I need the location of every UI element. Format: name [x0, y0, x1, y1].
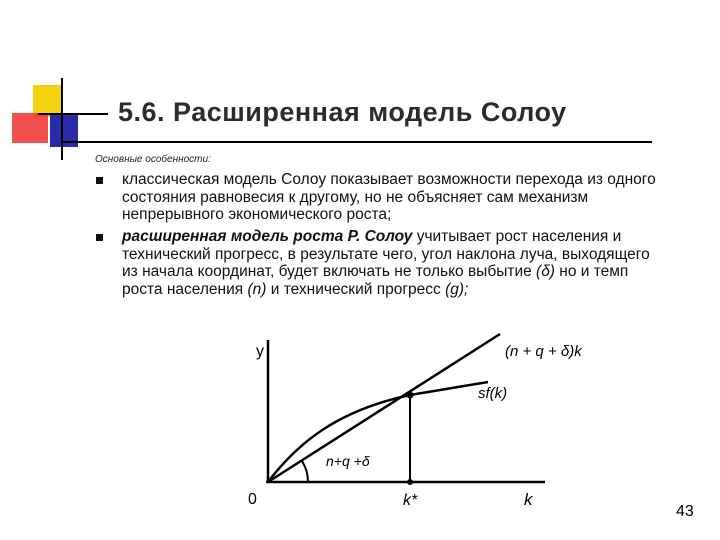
- origin-label: 0: [248, 491, 257, 508]
- kstar-label: k*: [403, 492, 418, 509]
- subheading: Основные особенности:: [95, 154, 211, 165]
- investment-line: [268, 334, 500, 482]
- investment-line-label: (n + q + δ)k: [505, 343, 582, 360]
- y-axis-label: y: [256, 343, 264, 360]
- g-symbol: (g);: [445, 280, 469, 298]
- delta-symbol: (δ): [536, 263, 555, 280]
- angle-label: n+q +δ: [326, 453, 370, 469]
- equilibrium-point: [407, 392, 414, 399]
- savings-curve-label: sf(k): [478, 385, 508, 402]
- angle-arc: [302, 461, 308, 482]
- slide-title: 5.6. Расширенная модель Солоу: [118, 97, 567, 127]
- bullet-emphasis: расширенная модель роста Р. Солоу: [122, 228, 413, 245]
- savings-curve: [268, 382, 488, 482]
- bullet-text-part: но и темп роста населения: [122, 263, 629, 298]
- page-number: 43: [676, 503, 694, 520]
- n-symbol: (n): [247, 280, 267, 298]
- x-axis-label: k: [524, 490, 533, 509]
- bullet-text-1: классическая модель Солоу показывает возможности перехода из одного состояния равновесия к другому, но не объясняет сам механизм непрерывного экономического роста;: [122, 171, 656, 223]
- bullet-text-part: и технический прогресс: [266, 280, 446, 298]
- bullet-text-part: учитывает рост населения и технический прогресс, в результате чего, угол наклона луча, выходящего из начала координат, будет включать не только выбытие: [122, 228, 650, 280]
- kstar-point: [407, 479, 413, 485]
